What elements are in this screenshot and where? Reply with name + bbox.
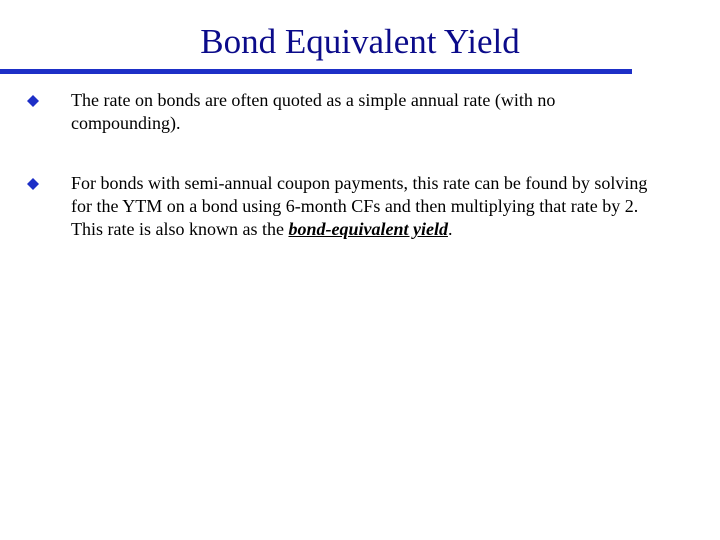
bullet-text: The rate on bonds are often quoted as a simple annual rate (with no compounding). [71,90,556,133]
diamond-bullet-icon [27,178,39,190]
slide-title: Bond Equivalent Yield [200,22,520,61]
bullet-text-end: . [447,219,453,239]
bullet-text: For bonds with semi-annual coupon payments, this rate can be found by solving for the YTM on a bond using 6-month CFs and then multiplying that rate by 2. This rate is also known as the [71,173,648,239]
bullet-item [27,172,667,241]
bond-equivalent-yield-term: bond-equivalent yield [288,219,448,239]
diamond-bullet-icon [27,95,39,107]
bullet-list [27,89,667,278]
title-divider [0,69,632,74]
bullet-item [27,89,667,135]
